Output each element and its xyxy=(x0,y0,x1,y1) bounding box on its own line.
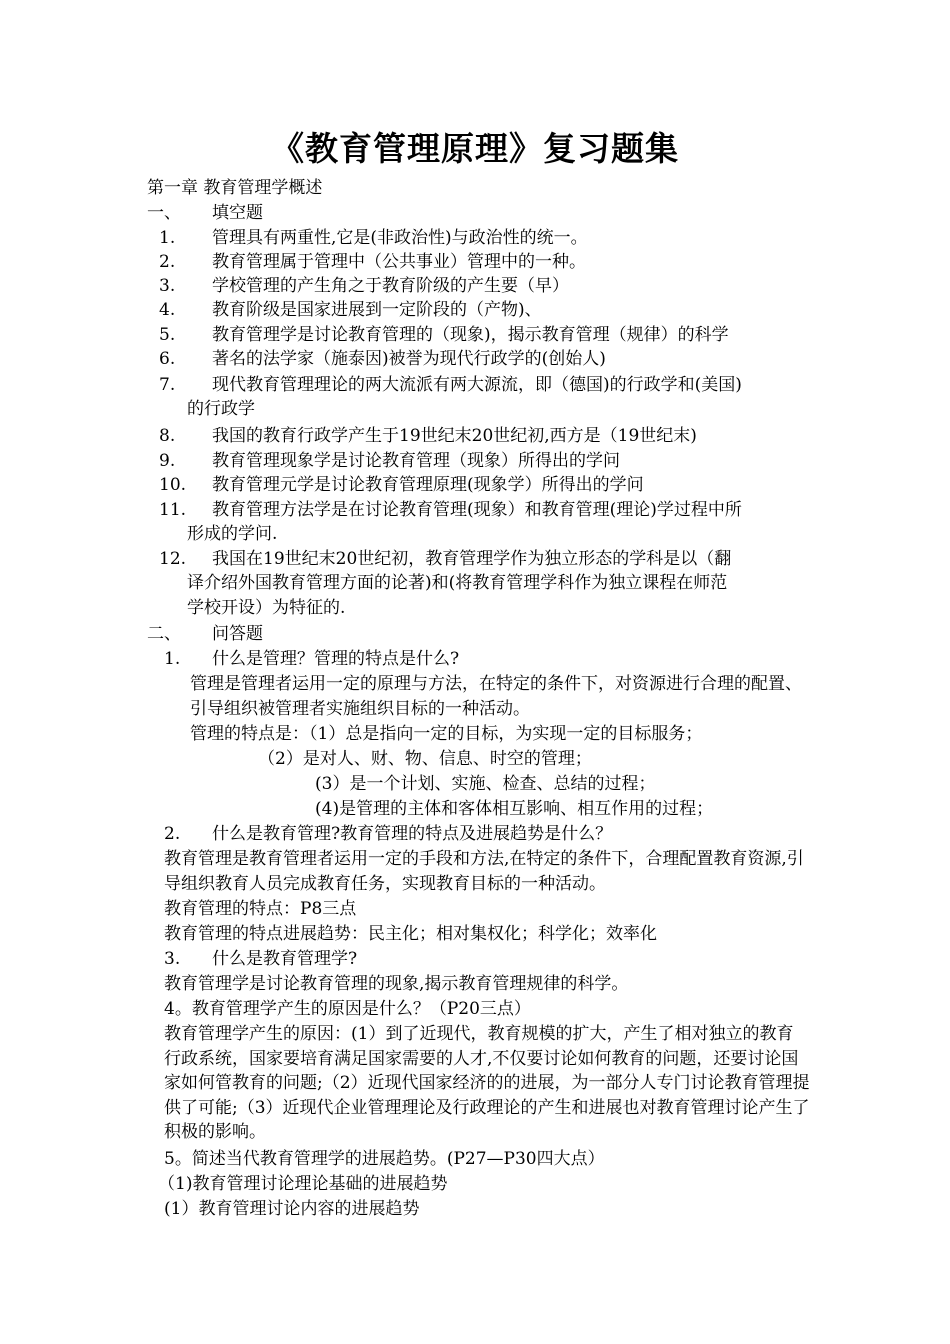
item-number: 1. xyxy=(159,228,176,248)
answer-1: 管理是管理者运用一定的原理与方法，在特定的条件下，对资源进行合理的配置、引导组织被管理者实施组织目标的一种活动。 xyxy=(190,674,802,719)
item-number: 3. xyxy=(159,276,176,296)
question-number: 1. xyxy=(164,649,181,669)
item-number: 8. xyxy=(159,426,176,446)
question-number: 3. xyxy=(164,949,181,969)
item-number: 9. xyxy=(159,451,176,471)
list-item: 教育阶级是国家进展到一定阶段的（产物)、 xyxy=(212,300,542,320)
list-item: 现代教育管理理论的两大流派有两大源流，即（德国)的行政学和(美国) xyxy=(212,375,742,395)
question-1: 什么是管理？管理的特点是什么? xyxy=(212,649,460,669)
list-item-continuation: 形成的学问. xyxy=(187,524,278,544)
list-item: 教育管理学是讨论教育管理的（现象)，揭示教育管理（规律）的科学 xyxy=(212,325,729,345)
section-heading-qa: 问答题 xyxy=(212,624,263,644)
item-number: 6. xyxy=(159,349,176,369)
document-title: 《教育管理原理》复习题集 xyxy=(271,129,679,168)
chapter-heading: 第一章 教育管理学概述 xyxy=(147,178,323,198)
answer-1-feature-4: (4)是管理的主体和客体相互影响、相互作用的过程； xyxy=(315,799,714,819)
item-number: 4. xyxy=(159,300,176,320)
item-number: 5. xyxy=(159,325,176,345)
list-item: 学校管理的产生角之于教育阶级的产生要（早） xyxy=(212,276,569,296)
answer-1-feature-2: （2）是对人、财、物、信息、时空的管理； xyxy=(258,749,592,769)
answer-5-item-1: （1)教育管理讨论理论基础的进展趋势 xyxy=(158,1174,448,1194)
question-4: 4。教育管理学产生的原因是什么？（P20三点） xyxy=(164,999,531,1019)
answer-3: 教育管理学是讨论教育管理的现象,揭示教育管理规律的科学。 xyxy=(164,974,629,994)
list-item: 教育管理属于管理中（公共事业）管理中的一种。 xyxy=(212,252,586,272)
answer-4: 教育管理学产生的原因：(1）到了近现代，教育规模的扩大，产生了相对独立的教育行政系统，国家要培育满足国家需要的人才,不仅要讨论如何教育的问题，还要讨论国家如何管教育的问题;（2）近现代国家经济的的进展，为一部分人专门讨论教育管理提供了可能;（3）近现代企业管理理论及行政理论的产生和进展也对教育管理讨论产生了积极的影响。 xyxy=(164,1024,810,1142)
question-5: 5。简述当代教育管理学的进展趋势。(P27—P30四大点） xyxy=(164,1149,605,1169)
question-number: 2. xyxy=(164,824,181,844)
answer-1-feature-1: 管理的特点是：（1）总是指向一定的目标，为实现一定的目标服务； xyxy=(190,724,703,744)
answer-2-feature: 教育管理的特点：P8三点 xyxy=(164,899,357,919)
list-item: 教育管理方法学是在讨论教育管理(现象）和教育管理(理论)学过程中所 xyxy=(212,500,742,520)
item-number: 10. xyxy=(159,475,187,495)
section-number: 二、 xyxy=(147,624,181,644)
answer-2-trend: 教育管理的特点进展趋势：民主化；相对集权化；科学化；效率化 xyxy=(164,924,657,944)
list-item: 管理具有两重性,它是(非政治性)与政治性的统一。 xyxy=(212,228,588,248)
item-number: 2. xyxy=(159,252,176,272)
question-3: 什么是教育管理学? xyxy=(212,949,358,969)
list-item: 教育管理元学是讨论教育管理原理(现象学）所得出的学问 xyxy=(212,475,644,495)
answer-5-item-2: (1）教育管理讨论内容的进展趋势 xyxy=(164,1199,420,1219)
list-item: 著名的法学家（施泰因)被誉为现代行政学的(创始人) xyxy=(212,349,606,369)
item-number: 12. xyxy=(159,549,187,569)
question-2: 什么是教育管理?教育管理的特点及进展趋势是什么？ xyxy=(212,824,613,844)
list-item-continuation: 学校开设）为特征的. xyxy=(187,598,346,618)
section-heading-fill-in: 填空题 xyxy=(212,203,263,223)
list-item-continuation: 译介绍外国教育管理方面的论著)和(将教育管理学科作为独立课程在师范 xyxy=(187,573,728,593)
answer-2: 教育管理是教育管理者运用一定的手段和方法,在特定的条件下，合理配置教育资源,引导组织教育人员完成教育任务，实现教育目标的一种活动。 xyxy=(164,849,804,894)
list-item: 教育管理现象学是讨论教育管理（现象）所得出的学问 xyxy=(212,451,620,471)
section-number: 一、 xyxy=(147,203,181,223)
list-item: 我国的教育行政学产生于19世纪末20世纪初,西方是（19世纪末) xyxy=(212,426,697,446)
item-number: 11. xyxy=(159,500,187,520)
list-item: 我国在19世纪末20世纪初，教育管理学作为独立形态的学科是以（翻 xyxy=(212,549,732,569)
item-number: 7. xyxy=(159,375,176,395)
answer-1-feature-3: (3）是一个计划、实施、检查、总结的过程； xyxy=(315,774,656,794)
list-item-continuation: 的行政学 xyxy=(187,399,255,419)
